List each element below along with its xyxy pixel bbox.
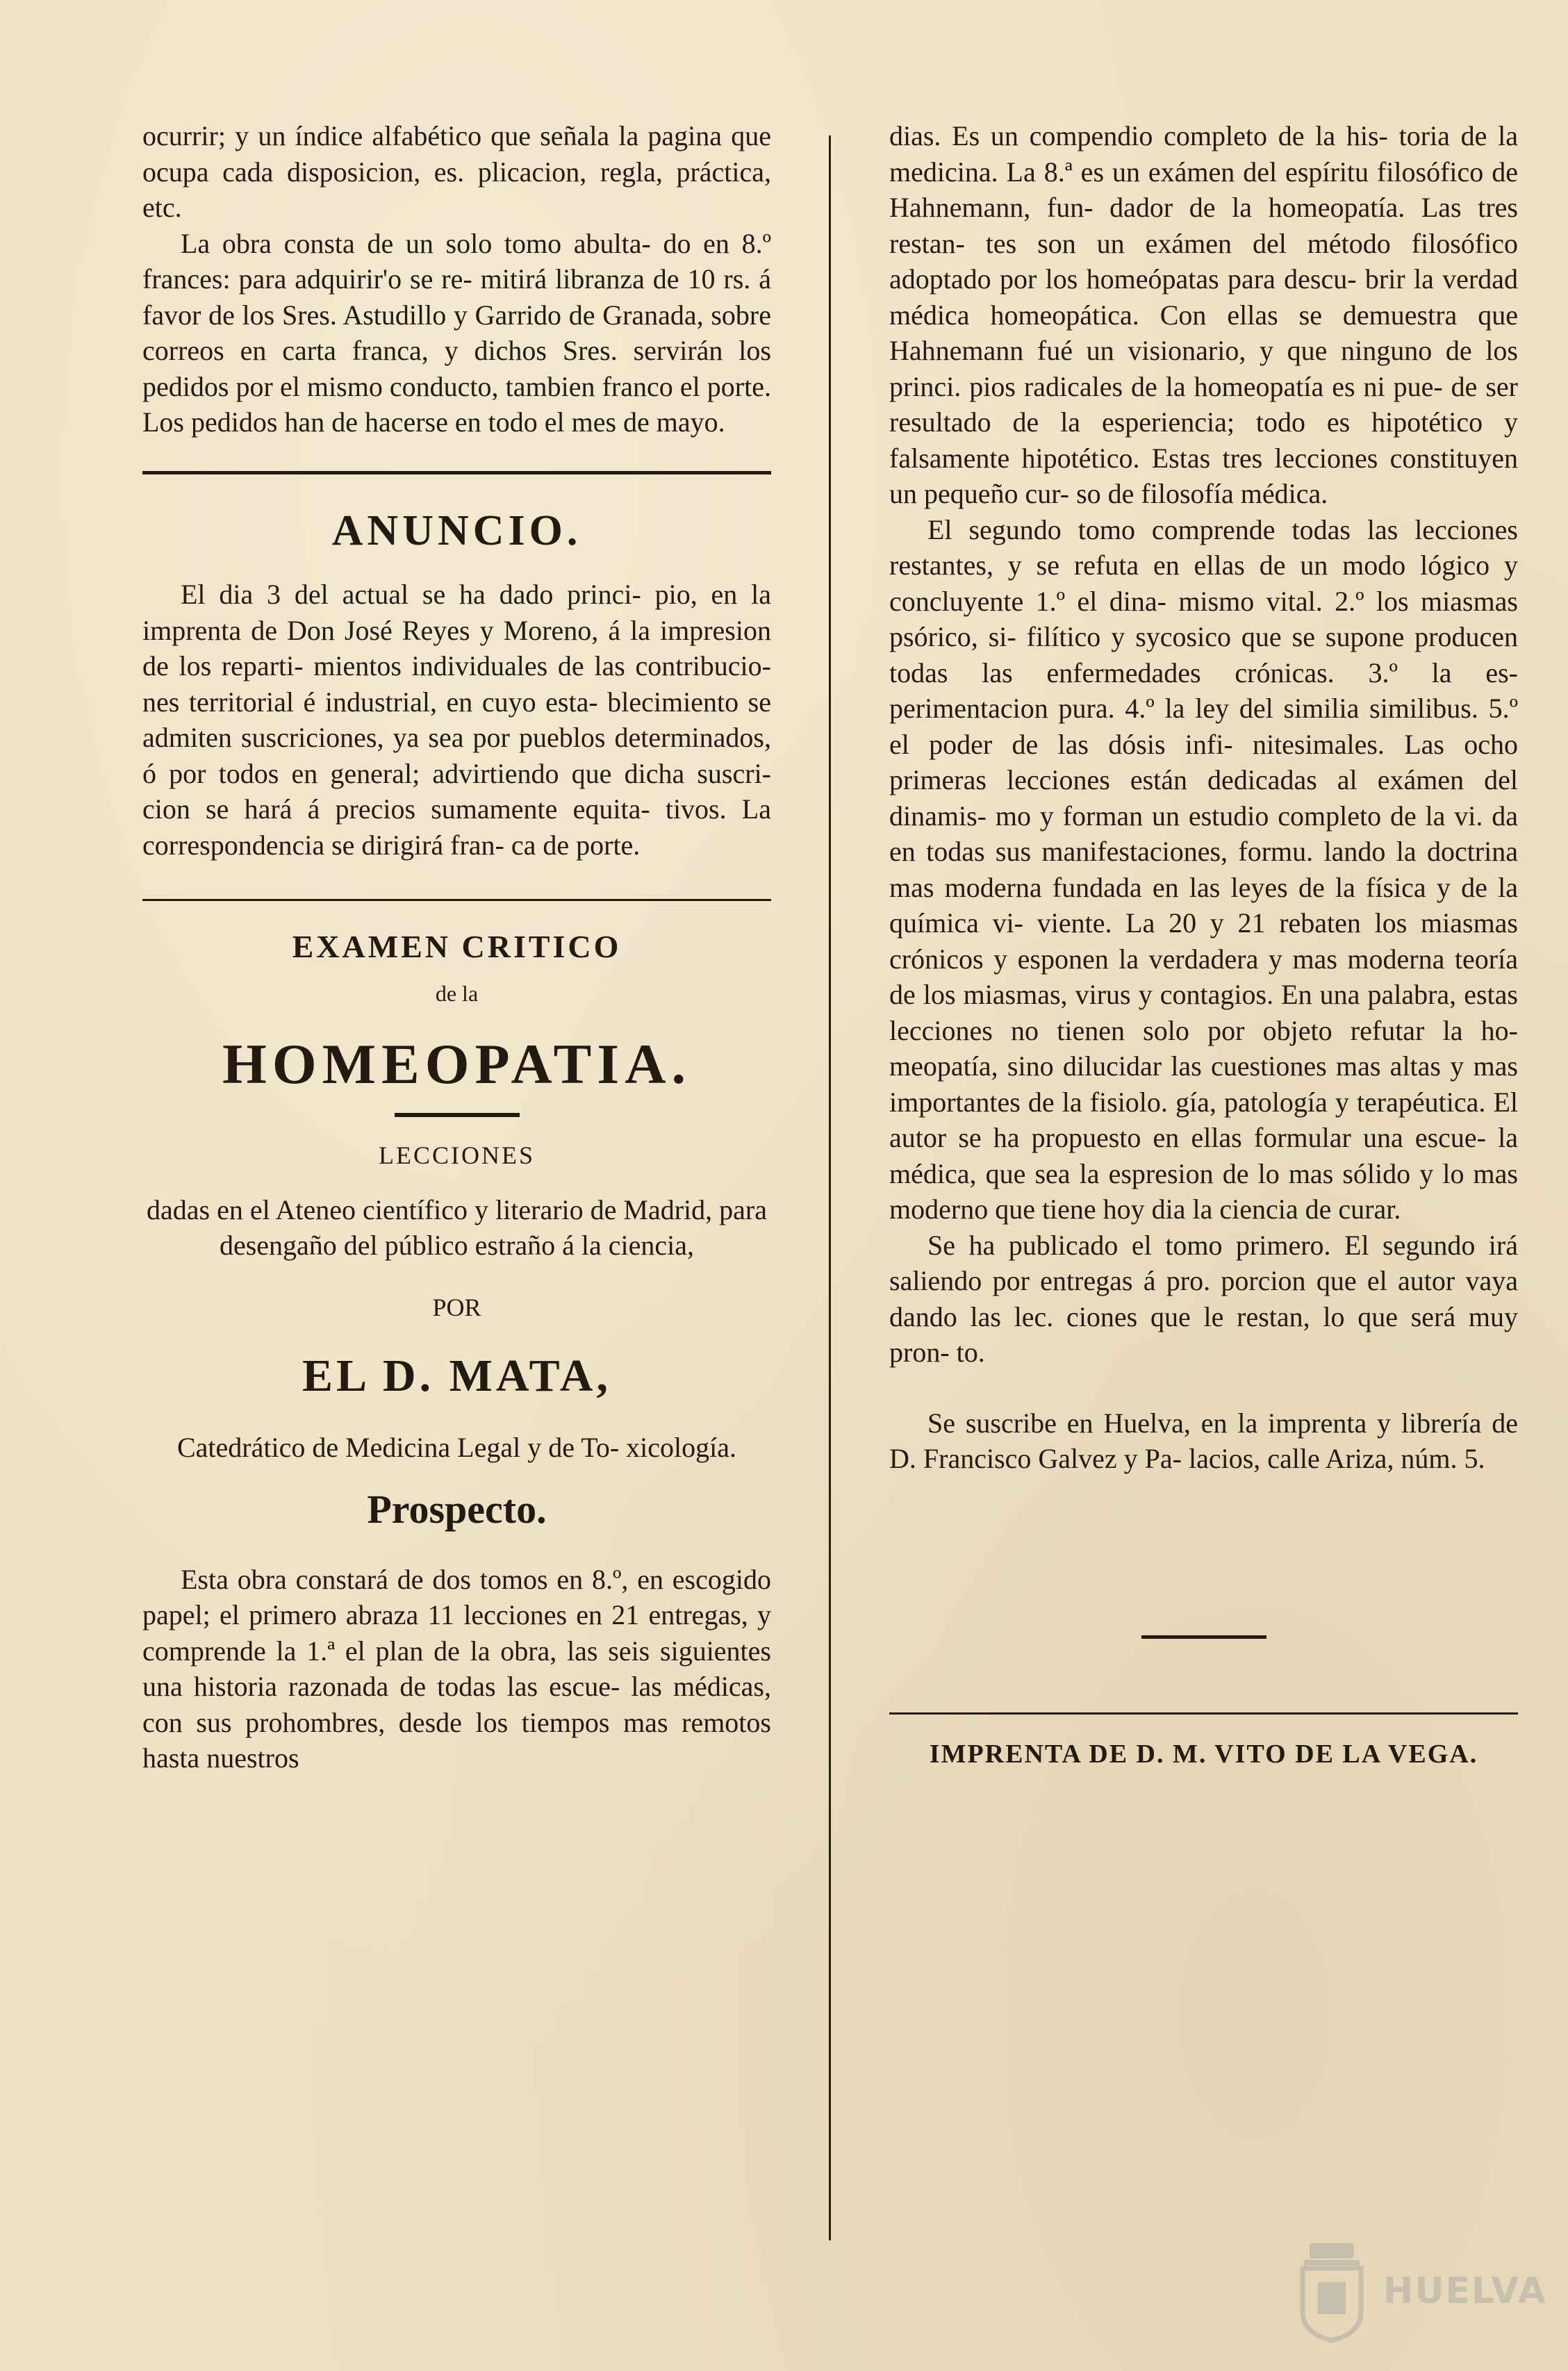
homeopatia-heading: HOMEOPATIA. — [222, 1032, 691, 1096]
continuation-paragraph: dias. Es un compendio completo de la his- toria de la medicina. La 8.ª es un exámen del espíritu filosófico de Hahnemann, fun- dador de la homeopatía. Las tres restan- tes son un exámen del método filosófico adoptado por los homeópatas para descu- brir la verdad médica homeopática. Con ellas se demuestra que Hahnemann fué un visionario, y que ninguno de los princi. pios radicales de la homeopatía es ni pue- de ser resultado de la esperiencia; todo es hipotético y falsamente hipotético. Estas tres lecciones constituyen un pequeño cur- so de filosofía médica. — [889, 120, 1518, 509]
crest-icon — [1290, 2239, 1373, 2343]
anuncio-paragraph: El dia 3 del actual se ha dado princi- pio, en la imprenta de Don José Reyes y Moreno, á la impresion de los reparti- mientos individuales de las contribucio- nes territorial é industrial, en cuyo esta- blecimiento se admiten suscriciones, ya sea por pueblos determinados, ó por todos en general; advirtiendo que dicha suscri- cion se hará á precios sumamente equita- tivos. La correspondencia se dirigirá fran- ca de porte. — [142, 579, 771, 861]
column-divider — [829, 135, 831, 2240]
short-rule — [395, 1113, 520, 1117]
prospecto-paragraph: Esta obra constará de dos tomos en 8.º, en escogido papel; el primero abraza 11 lecciones en 21 entregas, y comprende la 1.ª el plan de la obra, las seis siguientes una historia razonada de todas las escue- las médicas, con sus prohombres, desde los tiempos mas remotos hasta nuestros — [142, 1563, 771, 1774]
short-rule — [1141, 1635, 1266, 1639]
section-rule — [142, 471, 771, 474]
prospecto-heading: Prospecto. — [367, 1486, 547, 1532]
segundo-tomo-paragraph: El segundo tomo comprende todas las lecciones restantes, y se refuta en ellas de un modo lógico y concluyente 1.º el dina- mismo vital. 2.º los miasmas psórico, si- filítico y sycosico que se supone producen todas las enfermedades crónicas. 3.º la es- perimentacion pura. 4.º la ley del similia similibus. 5.º el poder de las dósis infi- nitesimales. Las ocho primeras lecciones están dedicadas al exámen del dinamis- mo y forman un estudio completo de la vi. da en todas sus manifestaciones, formu. lando la doctrina mas moderna fundada en las leyes de la física y de la química vi- viente. La 20 y 21 rebaten los miasmas crónicos y esponen la verdadera y mas moderna teoría de los miasmas, virus y contagios. En una palabra, estas lecciones no tienen solo por objeto refutar la ho- meopatía, sino dilucidar las cuestiones mas altas y mas importantes de la fisiolo. gía, patología y terapéutica. El autor se ha propuesto en ellas formular una escue- la médica, que sea la espresion de lo mas sólido y lo mas moderno que tiene hoy dia la ciencia de curar. — [889, 513, 1518, 1225]
watermark-text: HUELVA — [1383, 2270, 1547, 2312]
publicado-paragraph: Se ha publicado el tomo primero. El segundo irá saliendo por entregas á pro. porcion que el autor vaya dando las lec. ciones que le restan, lo que será muy pron- to. — [889, 1229, 1518, 1368]
right-column — [889, 118, 1518, 1772]
por-label: POR — [432, 1293, 481, 1321]
continuation-paragraph: ocurrir; y un índice alfabético que señala la pagina que ocupa cada disposicion, es. plicacion, regla, práctica, etc. — [142, 120, 771, 223]
obra-paragraph: La obra consta de un solo tomo abulta- do en 8.º frances: para adquirir'o se re- mitirá libranza de 10 rs. á favor de los Sres. Astudillo y Garrido de Granada, sobre correos en carta franca, y dichos Sres. servirán los pedidos por el mismo conducto, tambien franco el porte. Los pedidos han de hacerse en todo el mes de mayo. — [142, 227, 771, 438]
section-rule — [142, 899, 771, 901]
catedratico-text: Catedrático de Medicina Legal y de To- xicología. — [176, 1432, 737, 1463]
anuncio-heading: ANUNCIO. — [331, 506, 582, 554]
archive-watermark — [1290, 2239, 1547, 2343]
imprenta-footer: IMPRENTA DE D. M. VITO DE LA VEGA. — [929, 1739, 1478, 1769]
dadas-text: dadas en el Ateneo científico y literario de Madrid, para desengaño del público estraño á la ciencia, — [147, 1193, 767, 1261]
left-column — [142, 118, 771, 1776]
suscribe-paragraph: Se suscribe en Huelva, en la imprenta y librería de D. Francisco Galvez y Pa- lacios, calle Ariza, núm. 5. — [889, 1407, 1518, 1474]
examen-heading: EXAMEN CRITICO — [292, 929, 622, 964]
de-la-label: de la — [435, 980, 479, 1006]
imprenta-rule — [889, 1712, 1518, 1715]
lecciones-heading: LECCIONES — [379, 1141, 535, 1169]
author-heading: EL D. MATA, — [302, 1350, 611, 1401]
